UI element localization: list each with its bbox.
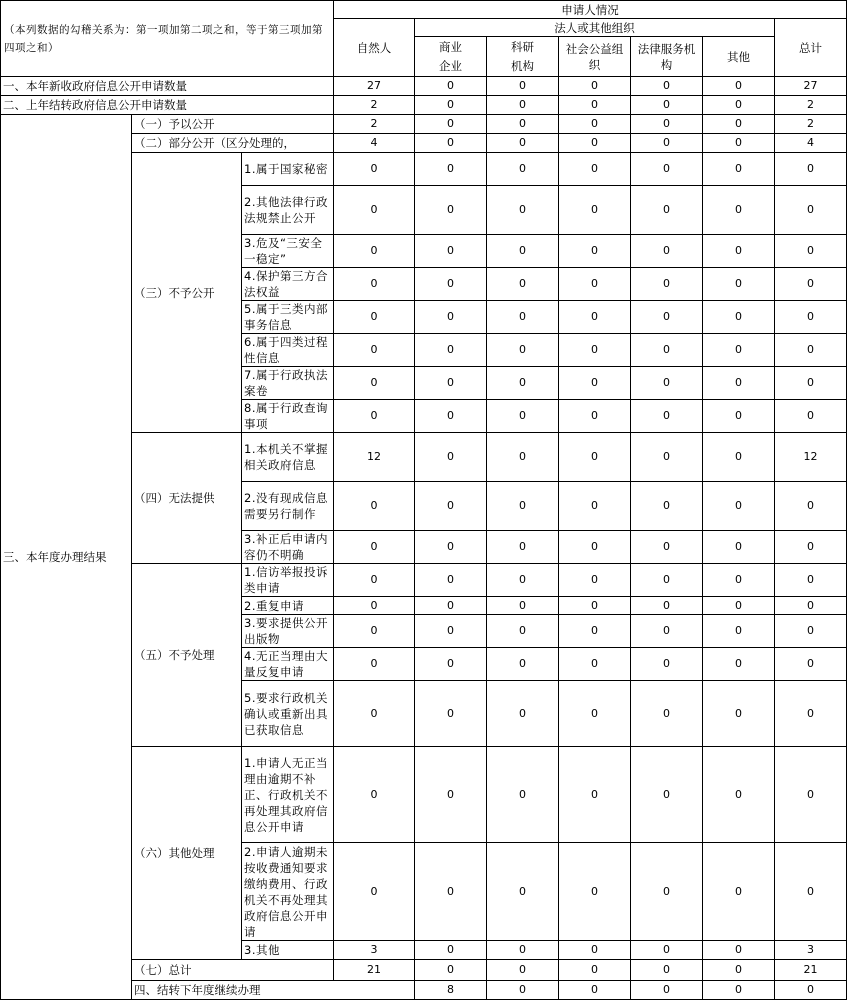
cell-value: 0	[703, 941, 775, 960]
cell-value: 0	[487, 981, 559, 1000]
row-label: 1.信访举报投诉类申请	[242, 564, 334, 597]
cell-value: 0	[775, 153, 847, 186]
cell-value: 0	[559, 843, 631, 941]
cell-value: 0	[703, 482, 775, 531]
cell-value: 0	[559, 681, 631, 747]
cell-value: 0	[631, 615, 703, 648]
cell-value: 0	[703, 597, 775, 615]
public-welfare-header: 社会公益组织	[559, 37, 631, 77]
cell-value: 0	[703, 531, 775, 564]
cell-value: 0	[775, 301, 847, 334]
cell-value: 0	[487, 115, 559, 134]
cell-value: 0	[775, 615, 847, 648]
table-row	[1, 96, 847, 115]
row-label: （二）部分公开（区分处理的，	[132, 134, 334, 153]
cell-value: 0	[415, 367, 487, 400]
cell-value: 0	[703, 115, 775, 134]
cell-value: 0	[487, 615, 559, 648]
row-label: 3.危及“三安全一稳定”	[242, 235, 334, 268]
row-label: 一、本年新收政府信息公开申请数量	[1, 77, 334, 96]
cell-value: 0	[775, 400, 847, 433]
row-label: 3.补正后申请内容仍不明确	[242, 531, 334, 564]
cell-value: 0	[334, 615, 415, 648]
cell-value: 0	[703, 186, 775, 235]
cell-value: 0	[334, 564, 415, 597]
cell-value: 0	[487, 96, 559, 115]
cell-value: 0	[631, 531, 703, 564]
row-label: 3.要求提供公开出版物	[242, 615, 334, 648]
cell-value: 0	[559, 235, 631, 268]
table-row	[1, 115, 847, 134]
cell-value: 0	[334, 597, 415, 615]
cell-value: 0	[487, 153, 559, 186]
cell-value: 0	[703, 681, 775, 747]
cell-value: 0	[415, 597, 487, 615]
cell-value: 0	[631, 235, 703, 268]
row-label: 7.属于行政执法案卷	[242, 367, 334, 400]
cell-value: 0	[631, 268, 703, 301]
legal-org-header: 法人或其他组织	[415, 19, 775, 37]
cell-value: 0	[334, 334, 415, 367]
cell-value: 21	[334, 960, 415, 981]
cell-value: 0	[631, 96, 703, 115]
cell-value: 0	[631, 843, 703, 941]
cell-value: 0	[703, 981, 775, 1000]
row-label: 5.属于三类内部事务信息	[242, 301, 334, 334]
cell-value: 0	[415, 186, 487, 235]
row-label: 3.其他	[242, 941, 334, 960]
cell-value: 0	[334, 531, 415, 564]
cell-value: 0	[775, 531, 847, 564]
cell-value: 0	[415, 235, 487, 268]
cell-value: 0	[703, 301, 775, 334]
cell-value: 0	[559, 186, 631, 235]
cell-value: 0	[559, 400, 631, 433]
cell-value: 0	[631, 941, 703, 960]
row-label: 5.要求行政机关确认或重新出具已获取信息	[242, 681, 334, 747]
cell-value: 0	[559, 981, 631, 1000]
cell-value: 0	[559, 564, 631, 597]
legal-service-header: 法律服务机构	[631, 37, 703, 77]
cell-value: 0	[775, 843, 847, 941]
cell-value: 0	[631, 301, 703, 334]
cell-value: 0	[559, 153, 631, 186]
table-row	[1, 77, 847, 96]
cell-value: 0	[559, 648, 631, 681]
cell-value: 0	[334, 153, 415, 186]
cell-value: 21	[775, 960, 847, 981]
cell-value: 0	[415, 301, 487, 334]
cell-value: 0	[631, 433, 703, 482]
cell-value: 0	[631, 367, 703, 400]
research-header-top: 科研	[487, 37, 559, 57]
cell-value: 0	[487, 334, 559, 367]
cell-value: 0	[334, 681, 415, 747]
cell-value: 0	[631, 960, 703, 981]
cell-value: 0	[487, 235, 559, 268]
cell-value: 0	[703, 235, 775, 268]
cell-value: 0	[487, 482, 559, 531]
cell-value: 0	[415, 77, 487, 96]
cell-value: 0	[631, 747, 703, 843]
cell-value: 2	[334, 115, 415, 134]
cell-value: 0	[775, 268, 847, 301]
cell-value: 0	[334, 648, 415, 681]
cell-value: 27	[775, 77, 847, 96]
cell-value: 0	[559, 615, 631, 648]
cell-value: 0	[487, 941, 559, 960]
cell-value: 0	[703, 615, 775, 648]
cell-value: 0	[559, 334, 631, 367]
total-header: 总计	[775, 19, 847, 77]
cell-value: 0	[631, 77, 703, 96]
cell-value: 0	[703, 433, 775, 482]
cell-value: 0	[415, 433, 487, 482]
cell-value: 0	[487, 747, 559, 843]
business-header-bottom: 企业	[415, 57, 487, 77]
cell-value: 0	[334, 747, 415, 843]
cell-value: 0	[487, 400, 559, 433]
other-header: 其他	[703, 37, 775, 77]
cell-value: 0	[631, 400, 703, 433]
cell-value: 0	[559, 597, 631, 615]
cell-value: 0	[559, 96, 631, 115]
cell-value: 0	[559, 747, 631, 843]
row-label: （一）予以公开	[132, 115, 334, 134]
cell-value: 0	[334, 400, 415, 433]
cell-value: 0	[703, 134, 775, 153]
cell-value: 0	[631, 564, 703, 597]
cell-value: 2	[334, 96, 415, 115]
natural-person-header: 自然人	[334, 19, 415, 77]
cell-value: 0	[415, 268, 487, 301]
cell-value: 0	[487, 367, 559, 400]
relation-note: （本列数据的勾稽关系为：第一项加第二项之和，等于第三项加第四项之和）	[1, 1, 334, 77]
cell-value: 0	[703, 153, 775, 186]
cell-value: 0	[775, 334, 847, 367]
row-label: 二、上年结转政府信息公开申请数量	[1, 96, 334, 115]
cell-value: 0	[487, 134, 559, 153]
cell-value: 4	[334, 134, 415, 153]
cell-value: 0	[559, 134, 631, 153]
cell-value: 0	[487, 301, 559, 334]
cell-value: 0	[487, 433, 559, 482]
cell-value: 0	[631, 981, 703, 1000]
cell-value: 0	[415, 960, 487, 981]
cell-value: 0	[487, 564, 559, 597]
row-label: 1.属于国家秘密	[242, 153, 334, 186]
cell-value: 0	[631, 597, 703, 615]
cell-value: 0	[775, 681, 847, 747]
cell-value: 0	[775, 648, 847, 681]
cell-value: 0	[631, 681, 703, 747]
row-label: 2.重复申请	[242, 597, 334, 615]
group-label-other: （六）其他处理	[132, 747, 242, 960]
cell-value: 0	[775, 597, 847, 615]
cell-value: 0	[703, 96, 775, 115]
cell-value: 0	[559, 433, 631, 482]
row-label: 1.本机关不掌握相关政府信息	[242, 433, 334, 482]
cell-value: 0	[415, 843, 487, 941]
cell-value: 12	[334, 433, 415, 482]
row-label: 2.没有现成信息需要另行制作	[242, 482, 334, 531]
cell-value: 0	[703, 77, 775, 96]
cell-value: 0	[631, 186, 703, 235]
row-label: 2.申请人逾期未按收费通知要求缴纳费用、行政机关不再处理其政府信息公开申请	[242, 843, 334, 941]
cell-value: 0	[775, 235, 847, 268]
cell-value: 0	[334, 301, 415, 334]
cell-value: 0	[487, 960, 559, 981]
cell-value: 0	[775, 482, 847, 531]
applicant-header: 申请人情况	[334, 1, 847, 19]
row-label: （七）总计	[132, 960, 334, 981]
row-label: 2.其他法律行政法规禁止公开	[242, 186, 334, 235]
cell-value: 0	[415, 400, 487, 433]
cell-value: 2	[775, 115, 847, 134]
cell-value: 0	[631, 153, 703, 186]
row-label: 1.申请人无正当理由逾期不补正、行政机关不再处理其政府信息公开申请	[242, 747, 334, 843]
row-label: 8.属于行政查询事项	[242, 400, 334, 433]
group-label-withhold: （三）不予公开	[132, 153, 242, 433]
cell-value: 0	[559, 941, 631, 960]
cell-value: 0	[631, 334, 703, 367]
row-label: 4.保护第三方合法权益	[242, 268, 334, 301]
cell-value: 0	[334, 367, 415, 400]
cell-value: 0	[415, 681, 487, 747]
cell-value: 0	[703, 268, 775, 301]
group-label-not-processed: （五）不予处理	[132, 564, 242, 747]
cell-value: 0	[334, 843, 415, 941]
cell-value: 0	[775, 367, 847, 400]
cell-value: 8	[415, 981, 487, 1000]
cell-value: 0	[487, 648, 559, 681]
cell-value: 0	[415, 115, 487, 134]
cell-value: 0	[631, 134, 703, 153]
cell-value: 0	[334, 235, 415, 268]
cell-value: 0	[415, 747, 487, 843]
cell-value: 0	[703, 367, 775, 400]
research-header-bottom: 机构	[487, 57, 559, 77]
cell-value: 2	[775, 96, 847, 115]
cell-value: 27	[334, 77, 415, 96]
cell-value: 0	[334, 482, 415, 531]
cell-value: 0	[415, 615, 487, 648]
group-label-unavailable: （四）无法提供	[132, 433, 242, 564]
cell-value: 3	[775, 941, 847, 960]
cell-value: 0	[775, 981, 847, 1000]
cell-value: 0	[703, 960, 775, 981]
cell-value: 0	[703, 400, 775, 433]
cell-value: 0	[415, 96, 487, 115]
cell-value: 0	[415, 531, 487, 564]
cell-value: 0	[631, 482, 703, 531]
cell-value: 0	[415, 153, 487, 186]
cell-value: 0	[559, 115, 631, 134]
business-header-top: 商业	[415, 37, 487, 57]
cell-value: 0	[415, 941, 487, 960]
cell-value: 0	[631, 115, 703, 134]
cell-value: 0	[487, 77, 559, 96]
section-three-label: 三、本年度办理结果	[1, 115, 132, 1000]
cell-value: 0	[334, 268, 415, 301]
cell-value: 0	[487, 681, 559, 747]
cell-value: 0	[487, 268, 559, 301]
cell-value: 0	[487, 843, 559, 941]
cell-value: 0	[559, 77, 631, 96]
cell-value: 0	[487, 597, 559, 615]
cell-value: 0	[559, 482, 631, 531]
cell-value: 0	[559, 367, 631, 400]
cell-value: 0	[415, 482, 487, 531]
cell-value: 0	[703, 334, 775, 367]
row-label: 6.属于四类过程性信息	[242, 334, 334, 367]
cell-value: 0	[703, 843, 775, 941]
cell-value: 4	[775, 134, 847, 153]
cell-value: 0	[559, 268, 631, 301]
cell-value: 0	[775, 564, 847, 597]
cell-value: 0	[415, 334, 487, 367]
row-label: 4.无正当理由大量反复申请	[242, 648, 334, 681]
cell-value: 0	[559, 301, 631, 334]
cell-value: 0	[775, 186, 847, 235]
cell-value: 3	[334, 941, 415, 960]
cell-value: 0	[559, 531, 631, 564]
cell-value: 0	[415, 564, 487, 597]
cell-value: 0	[487, 186, 559, 235]
cell-value: 0	[703, 564, 775, 597]
cell-value: 0	[703, 648, 775, 681]
cell-value: 0	[775, 747, 847, 843]
cell-value: 0	[703, 747, 775, 843]
cell-value: 0	[631, 648, 703, 681]
cell-value: 0	[415, 134, 487, 153]
cell-value: 0	[559, 960, 631, 981]
cell-value: 0	[487, 531, 559, 564]
cell-value: 12	[775, 433, 847, 482]
cell-value: 0	[415, 648, 487, 681]
row-label: 四、结转下年度继续办理	[132, 981, 415, 1000]
cell-value: 0	[334, 186, 415, 235]
